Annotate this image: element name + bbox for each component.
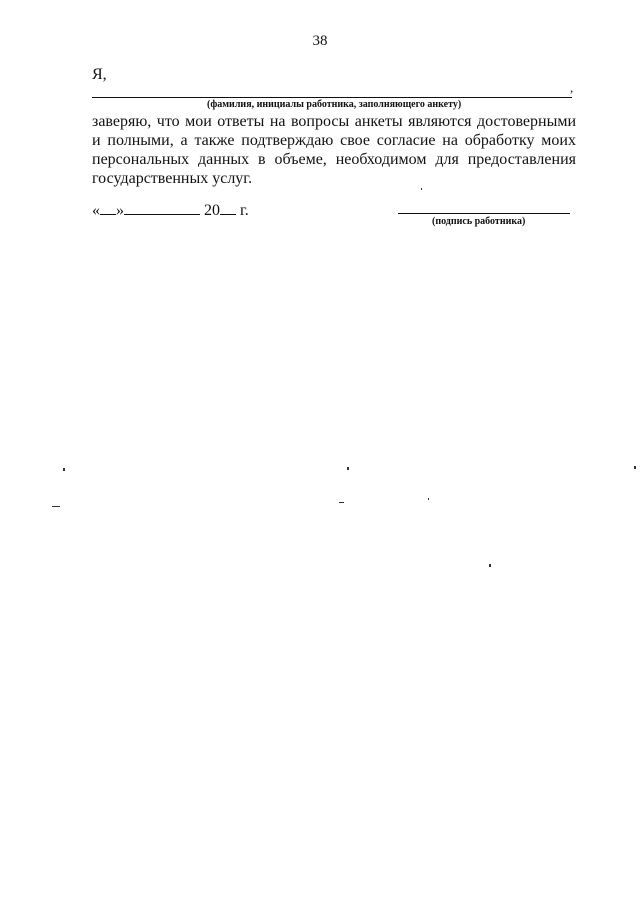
date-row — [92, 200, 249, 220]
scan-speck — [347, 467, 349, 470]
scan-speck — [428, 498, 429, 500]
scan-speck — [421, 188, 422, 190]
date-year-blank — [220, 200, 236, 215]
signature-caption: (подпись работника) — [432, 216, 526, 227]
date-close-quote: » — [116, 202, 124, 219]
signature-line — [398, 213, 570, 214]
scan-speck — [63, 468, 65, 471]
name-line-comma: , — [570, 80, 574, 95]
date-open-quote: « — [92, 202, 100, 219]
date-century: 20 — [204, 202, 220, 219]
date-day-blank — [100, 200, 116, 215]
scan-speck — [52, 506, 60, 507]
name-caption: (фамилия, инициалы работника, заполняющего анкету) — [207, 99, 462, 110]
page-number: 38 — [312, 33, 328, 49]
scan-speck — [634, 466, 636, 469]
salutation: Я, — [92, 66, 107, 83]
date-year-suffix: г. — [240, 202, 249, 219]
scan-speck — [339, 502, 344, 503]
name-line — [92, 97, 572, 98]
date-month-blank — [124, 200, 200, 215]
scan-speck — [489, 564, 491, 567]
statement-text: заверяю, что мои ответы на вопросы анкеты являются достоверными и полными, а также подтверждаю свое согласие на обработку моих персональных данных в объеме, необходимом для предоставления государственных услуг. — [92, 113, 576, 187]
